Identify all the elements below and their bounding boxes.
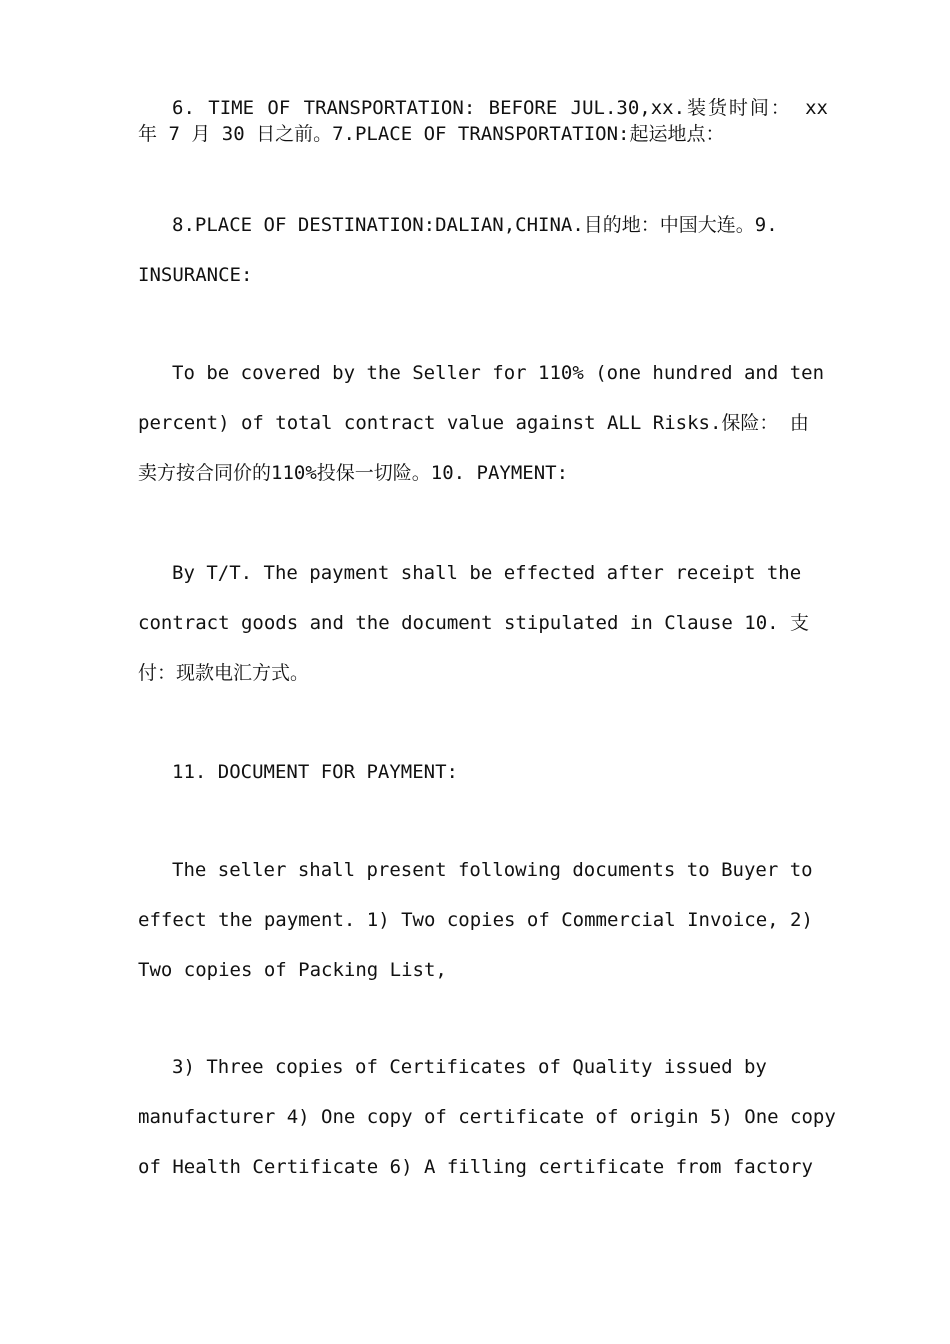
text-line: 8.PLACE OF DESTINATION:DALIAN,CHINA.目的地：中国大连。9. — [172, 214, 778, 236]
text-line: By T/T. The payment shall be effected after receipt the — [172, 562, 802, 584]
text-line: 6. TIME OF TRANSPORTATION: BEFORE JUL.30,xx.装货时间： xx — [172, 97, 828, 119]
text-line: 卖方按合同价的110%投保一切险。10. PAYMENT: — [138, 462, 569, 484]
text-line: 11. DOCUMENT FOR PAYMENT: — [172, 761, 458, 783]
text-line: 年 7 月 30 日之前。7.PLACE OF TRANSPORTATION:起运地点： — [138, 123, 725, 145]
text-line: Two copies of Packing List, — [138, 959, 447, 981]
text-line: The seller shall present following documents to Buyer to — [172, 859, 813, 881]
text-line: effect the payment. 1) Two copies of Commercial Invoice, 2) — [138, 909, 813, 931]
text-line: of Health Certificate 6) A filling certificate from factory — [138, 1156, 813, 1178]
text-line: 3) Three copies of Certificates of Quality issued by — [172, 1056, 767, 1078]
text-line: contract goods and the document stipulated in Clause 10. 支 — [138, 612, 810, 634]
text-line: 付：现款电汇方式。 — [138, 662, 310, 684]
text-line: To be covered by the Seller for 110% (one hundred and ten — [172, 362, 825, 384]
text-line: manufacturer 4) One copy of certificate of origin 5) One copy — [138, 1106, 836, 1128]
text-line: INSURANCE: — [138, 264, 253, 286]
text-line: percent) of total contract value against ALL Risks.保险： 由 — [138, 412, 809, 434]
